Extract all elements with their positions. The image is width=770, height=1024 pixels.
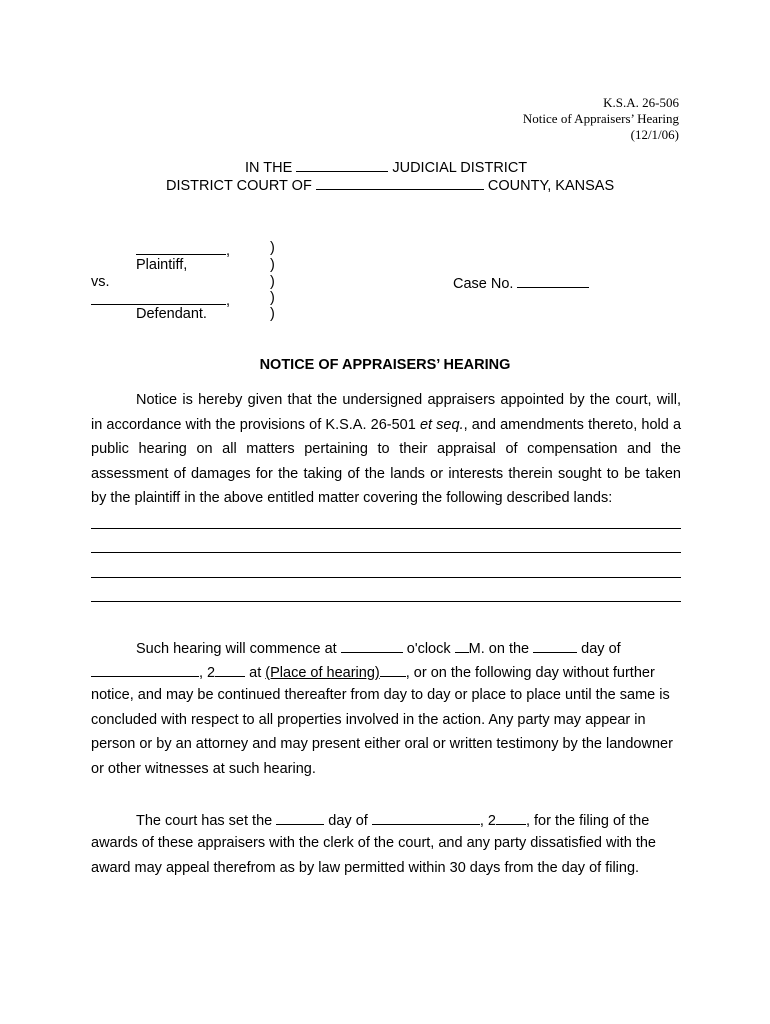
hearing-time-line: Such hearing will commence at o'clock M. on the day of xyxy=(136,638,621,657)
court-line-1: IN THE JUDICIAL DISTRICT xyxy=(245,157,527,176)
form-date: (12/1/06) xyxy=(630,127,679,142)
case-number-blank[interactable] xyxy=(517,273,589,288)
defendant-name-blank[interactable] xyxy=(91,290,226,305)
notice-title: NOTICE OF APPRAISERS’ HEARING xyxy=(259,357,511,373)
statute-reference: K.S.A. 26-506 xyxy=(603,95,679,110)
land-description-line-3[interactable] xyxy=(91,577,681,578)
land-description-line-2[interactable] xyxy=(91,552,681,553)
plaintiff-name-line: , xyxy=(136,240,230,259)
county-blank[interactable] xyxy=(316,175,484,190)
hearing-day-blank[interactable] xyxy=(533,638,577,653)
notice-paragraph-3-rest: awards of these appraisers with the clerk of the court, and any party dissatisfied with the award may appeal therefrom as by law permitted within 30 days from the day of filing. xyxy=(91,835,656,876)
land-description-line-1[interactable] xyxy=(91,528,681,529)
vs-label: vs. xyxy=(91,274,110,290)
form-name: Notice of Appraisers’ Hearing xyxy=(522,111,679,126)
caption-paren-4: ) xyxy=(270,290,275,306)
judicial-district-blank[interactable] xyxy=(296,157,388,172)
court-line-2: DISTRICT COURT OF COUNTY, KANSAS xyxy=(166,175,614,194)
filing-day-blank[interactable] xyxy=(276,810,324,825)
caption-paren-5: ) xyxy=(270,306,275,322)
hearing-time-blank[interactable] xyxy=(341,638,403,653)
defendant-name-line: , xyxy=(91,290,230,309)
plaintiff-name-blank[interactable] xyxy=(136,240,226,255)
caption-paren-3: ) xyxy=(270,274,275,290)
am-pm-blank[interactable] xyxy=(455,638,469,653)
notice-paragraph-1: Notice is hereby given that the undersigned appraisers appointed by the court, will, in accordance with the provisions of K.S.A. 26-501 et seq., and amendments thereto, hold a public hearing on all matters pertaining to their appraisal of compensation and the assessment of damages for the taking of the lands or interests therein sought to be taken by the plaintiff in the above entitled matter covering the following described lands: xyxy=(91,392,682,506)
case-number: Case No. xyxy=(453,273,589,292)
plaintiff-label: Plaintiff, xyxy=(136,257,188,273)
caption-paren-2: ) xyxy=(270,257,275,273)
filing-month-blank[interactable] xyxy=(372,810,480,825)
hearing-year-blank[interactable] xyxy=(215,662,245,677)
hearing-month-blank[interactable] xyxy=(91,662,199,677)
caption-paren-1: ) xyxy=(270,240,275,256)
land-description-line-4[interactable] xyxy=(91,601,681,602)
filing-year-blank[interactable] xyxy=(496,810,526,825)
defendant-label: Defendant. xyxy=(136,306,207,322)
place-of-hearing-field[interactable]: (Place of hearing) xyxy=(265,665,380,681)
hearing-date-line: , 2 at (Place of hearing) , or on the following day without further xyxy=(91,662,655,681)
notice-paragraph-2-rest: notice, and may be continued thereafter from day to day or place to place until the same is concluded with respect to all properties involved in the action. Any party may appear in person or by an attorney and may present either oral or written testimony by the landowner or other witnesses at such hearing. xyxy=(91,687,673,777)
filing-date-line: The court has set the day of , 2 , for the filing of the xyxy=(136,810,649,829)
